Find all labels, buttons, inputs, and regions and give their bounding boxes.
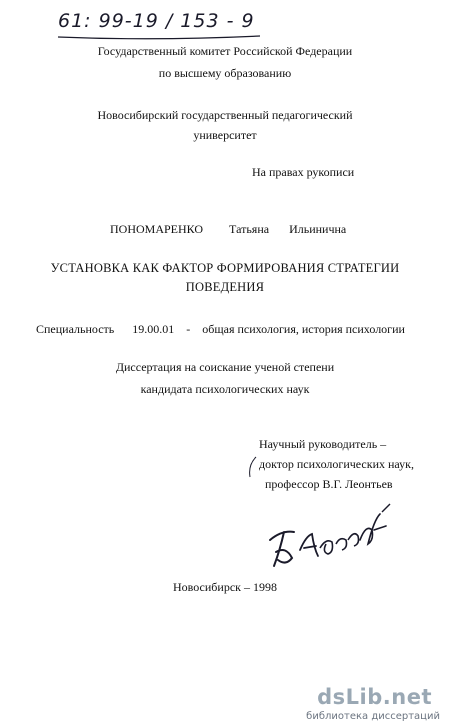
university-line-2: университет	[193, 128, 257, 142]
specialty-code: 19.00.01	[132, 322, 175, 336]
hand-mark	[244, 455, 260, 479]
author-name: Татьяна	[229, 222, 270, 236]
archive-number-handwritten: 61: 99-19 / 153 - 9	[58, 10, 255, 32]
dissertation-title-line-1: УСТАНОВКА КАК ФАКТОР ФОРМИРОВАНИЯ СТРАТЕГИИ	[50, 261, 400, 275]
supervisor-line-2: доктор психологических наук,	[259, 457, 414, 471]
specialty-dash: -	[186, 322, 191, 336]
archive-number-underline	[55, 34, 265, 42]
specialty-description: общая психология, история психологии	[202, 322, 405, 336]
dissertation-degree-line-2: кандидата психологических наук	[140, 382, 310, 396]
university-line-1: Новосибирский государственный педагогический	[97, 108, 353, 122]
logo-text: dsLib.net	[317, 685, 432, 709]
watermark-logo	[296, 685, 446, 725]
committee-line-1: Государственный комитет Российской Федерации	[97, 44, 353, 58]
specialty-line	[36, 322, 405, 336]
author-signature	[262, 500, 402, 575]
author-patronymic: Ильинична	[289, 222, 347, 236]
logo-caption: библиотека диссертаций	[306, 711, 440, 722]
specialty-label: Специальность	[36, 322, 115, 336]
dissertation-degree-line-1: Диссертация на соискание ученой степени	[115, 360, 335, 374]
place-and-year: Новосибирск – 1998	[173, 580, 277, 594]
author-surname: ПОНОМАРЕНКО	[110, 222, 204, 236]
committee-line-2: по высшему образованию	[158, 66, 292, 80]
supervisor-line-3: профессор В.Г. Леонтьев	[265, 477, 393, 491]
manuscript-note: На правах рукописи	[252, 165, 355, 179]
dissertation-title-line-2: ПОВЕДЕНИЯ	[185, 280, 265, 294]
author-line	[110, 222, 346, 236]
supervisor-line-1: Научный руководитель –	[259, 437, 387, 451]
